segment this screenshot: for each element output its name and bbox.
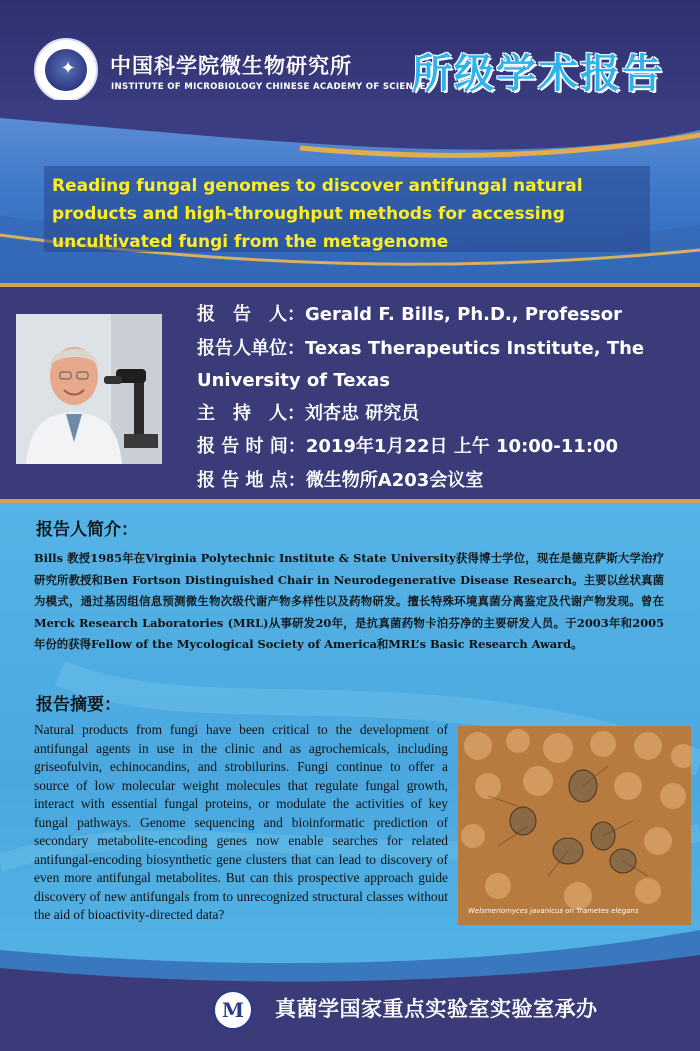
- institute-name-cn: 中国科学院微生物研究所: [110, 54, 352, 78]
- cas-logo: [34, 38, 98, 102]
- affiliation-row-2: [197, 368, 390, 394]
- lab-logo: [213, 990, 253, 1030]
- speaker-label: 报 告 人：: [197, 304, 305, 325]
- talk-title-box: [44, 166, 650, 252]
- speaker-row: [197, 302, 622, 328]
- host-name: 刘杏忠 研究员: [305, 403, 420, 424]
- lab-logo-icon: M: [221, 998, 245, 1022]
- talk-location: 微生物所A203会议室: [305, 470, 484, 491]
- fungus-micrograph: [458, 726, 691, 925]
- institute-name-en: INSTITUTE OF MICROBIOLOGY CHINESE ACADEMY OF SCIENCES: [111, 82, 433, 92]
- location-label: 报 告 地 点：: [197, 470, 306, 491]
- micrograph-caption: Welsmeriomyces javanicus on Trametes elegans: [468, 907, 639, 915]
- bio-text: Bills 教授1985年在Virginia Polytechnic Institute & State University获得博士学位，现在是德克萨斯大学治疗研究所教授和Ben Fortson Distinguished Chair in Neurodegenerative Disease Research。主要以丝状真菌为模式，通过基因组信息预测微生物次级代谢产物多样性以及药物研发。擅长特殊环境真菌分离鉴定及代谢产物发现。曾在Merck Research Laboratories (MRL)从事研发20年，是抗真菌药物卡泊芬净的主要研发人员。于2003年和2005年份的获得Fellow of the Mycological Society of America和MRL’s Basic Research Award。: [34, 551, 664, 651]
- report-type-heading: 所级学术报告: [412, 51, 664, 97]
- affiliation-label: 报告人单位：: [197, 338, 305, 359]
- abstract-text: Natural products from fungi have been critical to the development of antifungal agents in use in the clinic and as agrochemicals, including griseofulvin, echinocandins, and strobilurins. Fungi continue to offer a source of low molecular weight molecules that regulate fungal growth, interact with essential fungal proteins, or modulate the activities of key fungal pathways. Genome sequencing and bioinformatic prediction of secondary metabolite-encoding genes now enable searches for related antifungal-encoding biosynthetic gene clusters that can lead to discovery of even more antifungal metabolites. But can this prospective approach guide discovery of new antifungals from to unrecognized structural classes without the aid of bioactivity-directed data?: [34, 722, 448, 922]
- location-row: [197, 468, 483, 494]
- footer-wave: [0, 930, 700, 1051]
- organizer: 真菌学国家重点实验室实验室承办: [275, 997, 598, 1021]
- speaker-photo: [16, 314, 162, 464]
- time-row: [197, 434, 618, 460]
- host-row: [197, 401, 419, 427]
- affiliation-line2: University of Texas: [197, 370, 390, 391]
- affiliation-row: [197, 336, 644, 362]
- logo-emblem-icon: [43, 47, 89, 93]
- logo-star-icon: ✦: [60, 58, 76, 79]
- host-label: 主 持 人：: [197, 403, 305, 424]
- talk-time: 2019年1月22日 上午 10:00-11:00: [305, 436, 619, 457]
- talk-title: Reading fungal genomes to discover antifungal natural products and high-throughput methods for accessing uncultivated fungi from the metagenome: [52, 176, 583, 252]
- speaker-name: Gerald F. Bills, Ph.D., Professor: [305, 304, 623, 325]
- affiliation-line1: Texas Therapeutics Institute, The: [305, 338, 645, 359]
- abstract-heading: 报告摘要：: [36, 695, 121, 715]
- time-label: 报 告 时 间：: [197, 436, 306, 457]
- bio-heading: 报告人简介：: [36, 520, 138, 540]
